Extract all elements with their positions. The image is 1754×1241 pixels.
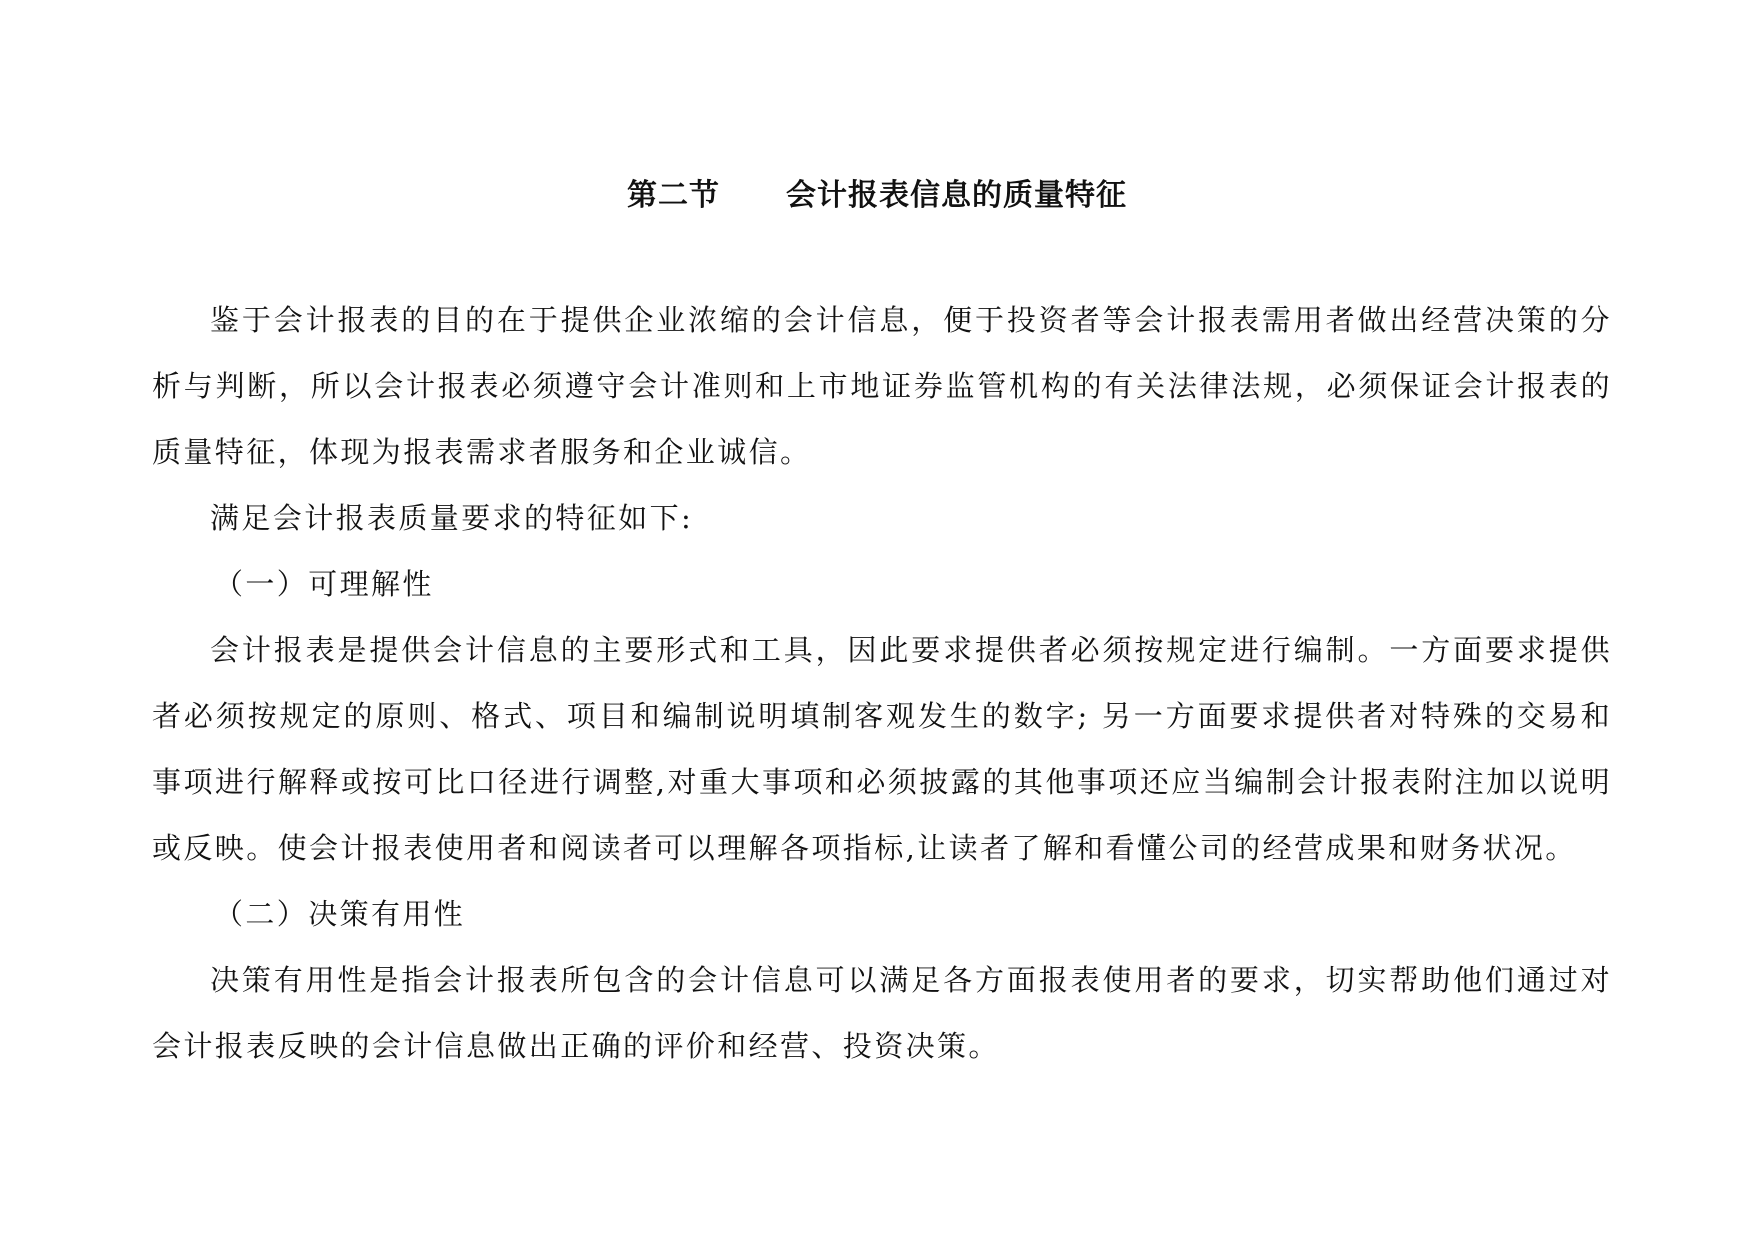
section-number: 第二节 (627, 178, 720, 214)
section-title: 会计报表信息的质量特征 (786, 178, 1127, 214)
section-heading (0, 174, 1754, 218)
subheading-decision-usefulness: （二）决策有用性 (214, 897, 466, 931)
decision-usefulness-paragraph: 决策有用性是指会计报表所包含的会计信息可以满足各方面报表使用者的要求，切实帮助他们通过对会计报表反映的会计信息做出正确的评价和经营、投资决策。 (152, 963, 1612, 1063)
features-intro-paragraph: 满足会计报表质量要求的特征如下: (210, 501, 694, 535)
document-body (152, 287, 1612, 1079)
understandability-paragraph: 会计报表是提供会计信息的主要形式和工具，因此要求提供者必须按规定进行编制。一方面要求提供者必须按规定的原则、格式、项目和编制说明填制客观发生的数字; 另一方面要求提供者对特殊的交易和事项进行解释或按可比口径进行调整,对重大事项和必须披露的其他事项还应当编制会计报表附注加以说明或反映。使会计报表使用者和阅读者可以理解各项指标,让读者了解和看懂公司的经营成果和财务状况。 (152, 633, 1612, 865)
subheading-understandability: （一）可理解性 (214, 567, 434, 601)
intro-paragraph: 鉴于会计报表的目的在于提供企业浓缩的会计信息，便于投资者等会计报表需用者做出经营决策的分析与判断，所以会计报表必须遵守会计准则和上市地证券监管机构的有关法律法规，必须保证会计报表的质量特征，体现为报表需求者服务和企业诚信。 (152, 303, 1612, 469)
